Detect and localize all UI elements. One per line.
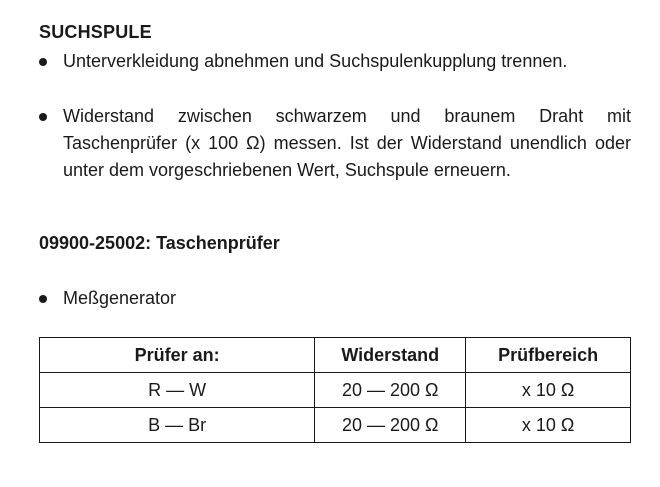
table-cell: B — Br <box>40 408 315 443</box>
bullet-text: Unterverkleidung abnehmen und Suchspulenkupplung trennen. <box>63 51 568 71</box>
bullet-item <box>39 48 631 75</box>
bullet-dot-icon <box>39 295 47 303</box>
tool-reference: 09900-25002: Taschenprüfer <box>39 233 280 253</box>
section-heading: SUCHSPULE <box>39 22 152 42</box>
table-row <box>40 408 631 443</box>
table-row <box>40 373 631 408</box>
bullet-dot-icon <box>39 58 47 66</box>
bullet-dot-icon <box>39 113 47 121</box>
table-header-row <box>40 338 631 373</box>
column-header: Prüfer an: <box>40 338 315 373</box>
bullet-item <box>39 103 631 184</box>
column-header: Prüfbereich <box>466 338 631 373</box>
table-cell: 20 — 200 Ω <box>315 373 466 408</box>
bullet-text: Widerstand zwischen schwarzem und braunem Draht mit Taschenprüfer (x 100 Ω) messen. Ist der Widerstand unendlich oder unter dem vorgeschriebenen Wert, Suchspule erneuern. <box>63 106 631 180</box>
bullet-text: Meßgenerator <box>63 288 177 308</box>
table-cell: x 10 Ω <box>466 408 631 443</box>
table-cell: x 10 Ω <box>466 373 631 408</box>
bullet-item <box>39 285 631 312</box>
table-cell: R — W <box>40 373 315 408</box>
column-header: Widerstand <box>315 338 466 373</box>
table-cell: 20 — 200 Ω <box>315 408 466 443</box>
resistance-spec-table <box>39 337 631 443</box>
